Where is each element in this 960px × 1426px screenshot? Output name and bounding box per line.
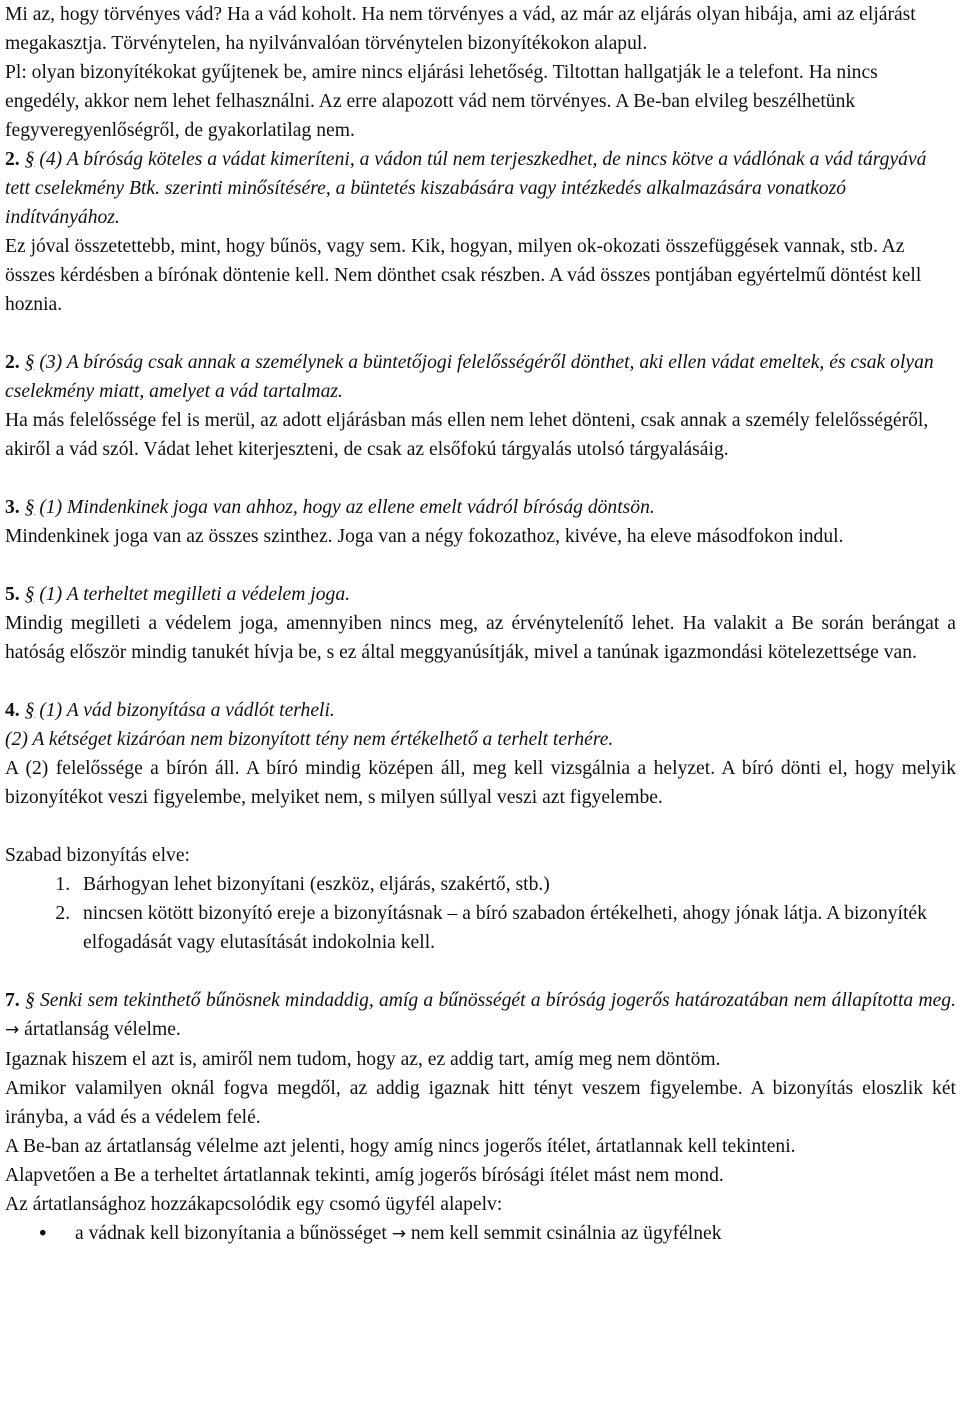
section-4-2: (2) A kétséget kizáróan nem bizonyított tény nem értékelhető a terhelt terhére. [5,729,614,750]
paragraph-artatlansag-velelme: A Be-ban az ártatlanság vélelme azt jelenti, hogy amíg nincs jogerős ítélet, ártatlannak kell tekinteni. [5,1136,796,1157]
paragraph-igaznak-hiszem: Igaznak hiszem el azt is, amiről nem tudom, hogy az, ez addig tart, amíg meg nem döntöm. [5,1049,721,1070]
section-text: (3) A bíróság csak annak a személynek a büntetőjogi felelősségéről dönthet, aki ellen vádat emeltek, és csak olyan cselekmény miatt, amelyet a vád tartalmaz. [5,352,934,402]
paragraph-megdol: Amikor valamilyen oknál fogva megdől, az addig igaznak hitt tényt veszem figyelembe. A bizonyítás eloszlik két irányba, a vád és a védelem felé. [5,1078,956,1128]
spacer [5,551,956,580]
list-item-text: nem kell semmit csinálnia az ügyfélnek [410,1223,722,1244]
paragraph-vedelem-joga: Mindig megilleti a védelem joga, amennyiben nincs meg, az érvénytelenítő lehet. Ha valakit a Be során berángat a hatóság először mindig tanukét hívja be, s ez által meggyanúsítják, mivel a tanúnak igazmondási kötelezettsége van. [5,613,956,663]
free-proof-list [5,870,956,957]
paragraph-sign: § [24,700,35,721]
section-tail: ártatlanság vélelme. [24,1019,181,1040]
section-number: 4. [5,700,20,721]
paragraph-sign: § [24,990,35,1011]
arrow-icon: → [391,1224,406,1244]
list-item: 1. Bárhogyan lehet bizonyítani (eszköz, eljárás, szakértő, stb.) [75,870,956,899]
free-proof-title: Szabad bizonyítás elve: [5,845,190,866]
section-3-1 [5,493,956,522]
spacer [5,812,956,841]
section-2-3 [5,348,956,406]
section-text: (1) Mindenkinek joga van ahhoz, hogy az ellene emelt vádról bíróság döntsön. [39,497,655,518]
paragraph-terhelt-artatlan: Alapvetően a Be a terheltet ártatlannak tekinti, amíg jogerős bírósági ítélet mást nem mond. [5,1165,724,1186]
paragraph-biro-felelossege: A (2) felelőssége a bírón áll. A bíró mindig középen áll, meg kell vizsgálnia a helyzet. A bíró dönti el, hogy melyik bizonyítékot veszi figyelembe, melyiket nem, s milyen súllyal veszi azt figyelembe. [5,758,956,808]
section-text: (1) A terheltet megilleti a védelem joga. [39,584,351,605]
section-text: (1) A vád bizonyítása a vádlót terheli. [39,700,335,721]
section-number: 3. [5,497,20,518]
paragraph-osszes-szint: Mindenkinek joga van az összes szinthez. Joga van a négy fokozathoz, kivéve, ha eleve másodfokon indul. [5,526,844,547]
section-text: Senki sem tekinthető bűnösnek mindaddig, amíg a bűnösségét a bíróság jogerős határozatában nem állapította meg. [39,990,956,1011]
section-number: 2. [5,149,20,170]
paragraph-osszetettebb: Ez jóval összetettebb, mint, hogy bűnös, vagy sem. Kik, hogyan, milyen ok-okozati összefüggések vannak, stb. Az összes kérdésben a bírónak döntenie kell. Nem dönthet csak részben. A vád összes pontjában egyértelmű döntést kell hoznia. [5,236,922,315]
list-item [37,1219,956,1249]
section-number: 5. [5,584,20,605]
paragraph-bizonyitekok-pelda: Pl: olyan bizonyítékokat gyűjtenek be, amire nincs eljárási lehetőség. Tiltottan hallgatják le a telefont. Ha nincs engedély, akkor nem lehet felhasználni. Az erre alapozott vád nem törvényes. A Be-ban elvileg beszélhetünk fegyveregyenlőségről, de gyakorlatilag nem. [5,62,878,141]
section-7 [5,986,956,1045]
section-5-1 [5,580,956,609]
paragraph-mas-felelossege: Ha más felelőssége fel is merül, az adott eljárásban más ellen nem lehet dönteni, csak annak a személy felelősségéről, akiről a vád szól. Vádat lehet kiterjeszteni, de csak az elsőfokú tárgyalás utolsó tárgyalásáig. [5,410,929,460]
bullet-icon: • [37,1222,49,1245]
section-number: 7. [5,990,20,1011]
paragraph-sign: § [24,352,35,373]
paragraph-sign: § [24,149,35,170]
section-4-1 [5,696,956,725]
spacer [5,464,956,493]
list-item-text: a vádnak kell bizonyítania a bűnösséget [75,1223,387,1244]
arrow-icon: → [5,1020,20,1040]
spacer [5,957,956,986]
paragraph-sign: § [24,584,35,605]
paragraph-vad-torvenyes: Mi az, hogy törvényes vád? Ha a vád koholt. Ha nem törvényes a vád, az már az eljárás olyan hibája, ami az eljárást megakasztja. Törvénytelen, ha nyilvánvalóan törvénytelen bizonyítékokon alapul. [5,4,916,54]
section-2-4 [5,145,956,232]
section-number: 2. [5,352,20,373]
paragraph-ugyfel-alapelv: Az ártatlansághoz hozzákapcsolódik egy csomó ügyfél alapelv: [5,1194,503,1215]
principle-list [5,1219,956,1249]
spacer [5,319,956,348]
list-item: 2. nincsen kötött bizonyító ereje a bizonyításnak – a bíró szabadon értékelheti, ahogy jónak látja. A bizonyíték elfogadását vagy elutasítását indokolnia kell. [75,899,956,957]
section-text: (4) A bíróság köteles a vádat kimeríteni, a vádon túl nem terjeszkedhet, de nincs kötve a vádlónak a vád tárgyává tett cselekmény Btk. szerinti minősítésére, a büntetés kiszabására vagy intézkedés alkalmazására vonatkozó indítványához. [5,149,927,228]
paragraph-sign: § [24,497,35,518]
spacer [5,667,956,696]
